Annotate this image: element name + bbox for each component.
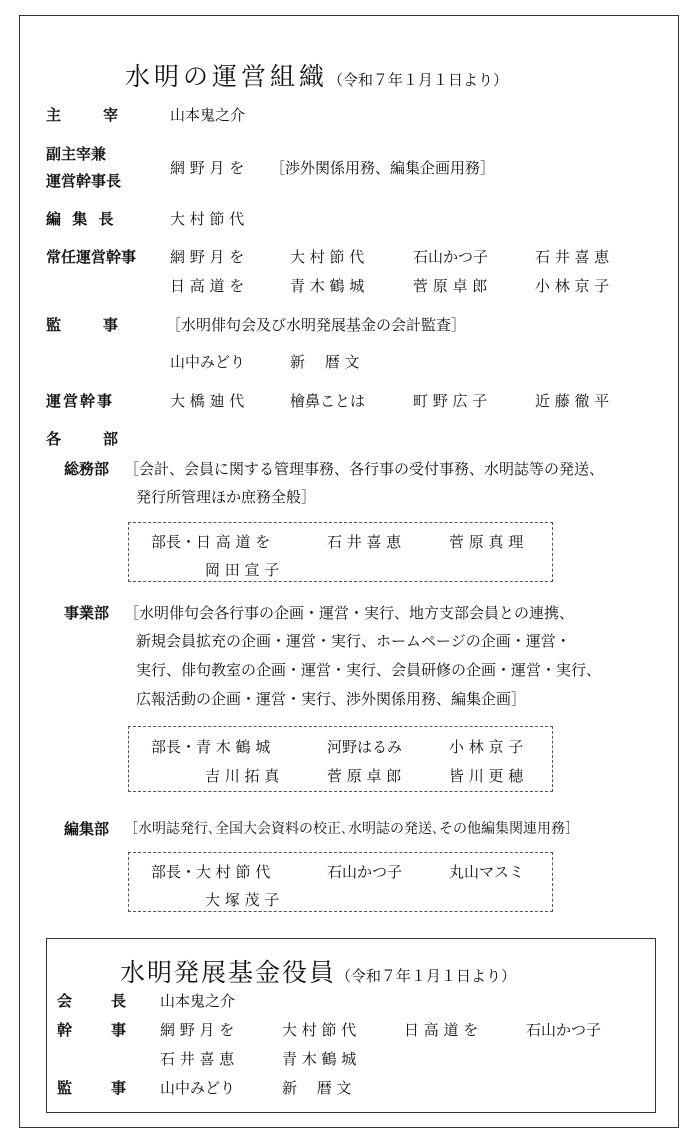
fund-kanji-member: 大 村 節 代 (282, 1021, 357, 1039)
jonin-member: 青 木 鶴 城 (290, 277, 365, 295)
dept-jigyo-desc: 広報活動の企画・運営・実行、渉外関係用務、編集企画］ (136, 690, 527, 708)
fund-kansa-member: 山中みどり (160, 1079, 236, 1097)
fuku-name: 網 野 月 を (170, 159, 245, 177)
unei-member: 大 橋 廸 代 (170, 392, 245, 410)
dept-henshu-member: 大 塚 茂 子 (205, 891, 280, 909)
dept-henshu-member: 丸山マスミ (449, 863, 525, 881)
dept-somu-name: 総務部 (64, 460, 110, 478)
dept-somu-desc: 発行所管理ほか庶務全般］ (136, 488, 317, 506)
jonin-member: 石 井 喜 恵 (535, 248, 610, 266)
jonin-member: 網 野 月 を (170, 248, 245, 266)
henshucho-name: 大 村 節 代 (170, 210, 245, 228)
dept-henshu-name: 編集部 (64, 820, 110, 838)
shusai-name: 山本鬼之介 (170, 106, 246, 124)
label-shusai: 主 宰 (46, 106, 123, 124)
dept-henshu-desc: ［水明誌発行､全国大会資料の校正､水明誌の発送､その他編集関連用務］ (124, 821, 579, 837)
fund-kanji-member: 青 木 鶴 城 (282, 1050, 357, 1068)
kanji-member: 山中みどり (170, 353, 246, 371)
kanji-note: ［水明俳句会及び水明発展基金の会計監査］ (166, 316, 467, 334)
fund-kansa-member: 新 暦 文 (282, 1079, 352, 1097)
fund-kaicho-name: 山本鬼之介 (160, 992, 236, 1010)
dept-somu-desc: ［会計、会員に関する管理事務、各行事の受付事務、水明誌等の発送、 (124, 460, 605, 478)
unei-member: 町 野 広 子 (413, 392, 488, 410)
fund-kanji-member: 石 井 喜 恵 (160, 1050, 235, 1068)
dept-jigyo-member: 吉 川 拓 真 (205, 767, 280, 785)
label-fuku-2: 運営幹事長 (46, 172, 122, 190)
unei-member: 近 藤 徹 平 (535, 392, 610, 410)
dept-jigyo-desc: ［水明俳句会各行事の企画・運営・実行、地方支部会員との連携、 (124, 604, 575, 622)
dept-jigyo-member: 皆 川 更 穂 (449, 767, 524, 785)
label-unei: 運営幹事 (46, 392, 115, 410)
label-fuku-1: 副主宰兼 (46, 145, 107, 163)
label-kanji: 監 事 (46, 316, 123, 334)
dept-jigyo-desc: 実行、俳句教室の企画・運営・実行、会員研修の企画・運営・実行、 (136, 661, 602, 679)
dept-somu-member: 菅 原 真 理 (449, 533, 524, 551)
dept-somu-member: 岡 田 宣 子 (205, 561, 280, 579)
kanji-member: 新 暦 文 (290, 353, 360, 371)
jonin-member: 菅 原 卓 郎 (413, 277, 488, 295)
dept-somu-member: 石 井 喜 恵 (327, 533, 402, 551)
fund-date-note: （令和７年１月１日より） (336, 967, 517, 985)
dept-jigyo-member: 部長・青 木 鶴 城 (151, 738, 271, 756)
fund-label-kansa: 監 事 (57, 1079, 130, 1097)
page-title-line (125, 57, 508, 93)
dept-jigyo-member: 河野はるみ (327, 738, 403, 756)
fuku-note: ［渉外関係用務、編集企画用務］ (270, 159, 496, 177)
dept-somu-member: 部長・日 高 道 を (151, 533, 271, 551)
dept-jigyo-member: 菅 原 卓 郎 (327, 767, 402, 785)
jonin-member: 石山かつ子 (413, 248, 489, 266)
dept-henshu-member: 部長・大 村 節 代 (151, 863, 271, 881)
fund-title-line (120, 953, 516, 989)
fund-kanji-member: 石山かつ子 (526, 1021, 602, 1039)
label-departments: 各 部 (46, 430, 123, 448)
fund-kanji-member: 日 高 道 を (404, 1021, 479, 1039)
fund-label-kaicho: 会 長 (57, 992, 130, 1010)
page-title: 水明の運営組織 (125, 62, 329, 91)
dept-henshu-member: 石山かつ子 (327, 863, 403, 881)
fund-title: 水明発展基金役員 (120, 958, 337, 987)
unei-member: 檜鼻ことは (290, 392, 366, 410)
label-henshucho: 編 集 長 (46, 210, 117, 228)
jonin-member: 大 村 節 代 (290, 248, 365, 266)
jonin-member: 小 林 京 子 (535, 277, 610, 295)
label-jonin: 常任運営幹事 (46, 248, 137, 266)
dept-jigyo-member: 小 林 京 子 (449, 738, 524, 756)
fund-label-kanji: 幹 事 (57, 1021, 130, 1039)
fund-kanji-member: 網 野 月 を (160, 1021, 235, 1039)
dept-jigyo-name: 事業部 (64, 604, 110, 622)
jonin-member: 日 高 道 を (170, 277, 245, 295)
title-date-note: （令和７年１月１日より） (328, 71, 509, 89)
dept-jigyo-desc: 新規会員拡充の企画・運営・実行、ホームページの企画・運営・ (136, 632, 571, 650)
